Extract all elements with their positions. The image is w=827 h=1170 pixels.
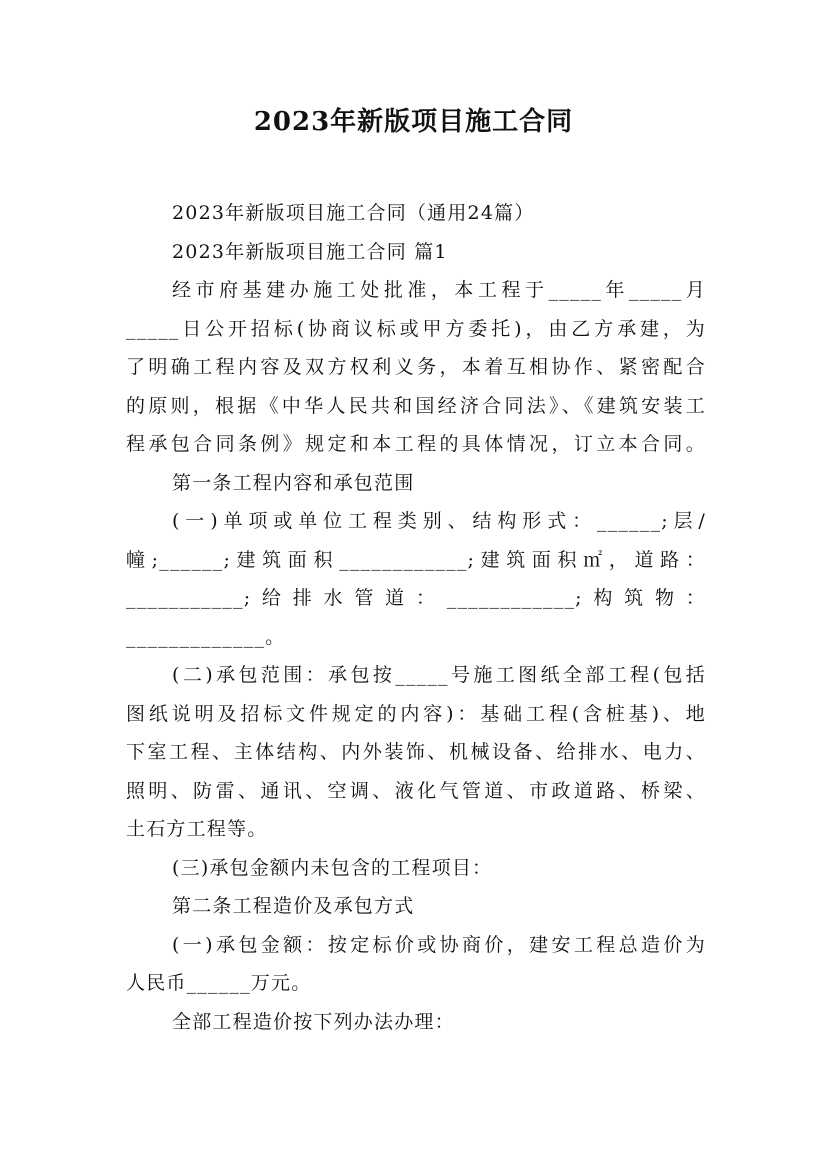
- paragraph-line: 经市府基建办施工处批准，本工程于_____年_____月: [172, 279, 706, 301]
- paragraph-line: (一)单项或单位工程类别、结构形式：______;层/: [172, 510, 706, 532]
- paragraph-line: 的原则，根据《中华人民共和国经济合同法》、《建筑安装工: [126, 394, 706, 417]
- paragraph-line: 程承包合同条例》规定和本工程的具体情况，订立本合同。: [126, 433, 706, 455]
- article-2-heading: 第二条工程造价及承包方式: [172, 895, 415, 917]
- paragraph-intro: [126, 271, 706, 464]
- paragraph-line: 图纸说明及招标文件规定的内容)：基础工程(含桩基)、地: [126, 702, 706, 725]
- paragraph-line: 幢;______;建筑面积____________;建筑面积㎡，道路：: [126, 548, 706, 571]
- document-subtitle: 2023年新版项目施工合同（通用24篇）: [172, 202, 535, 224]
- item-2-2: 全部工程造价按下列办法办理：: [172, 1010, 455, 1033]
- article-1-heading: 第一条工程内容和承包范围: [172, 471, 415, 494]
- paragraph-line: 了明确工程内容及双方权利义务，本着互相协作、紧密配合: [126, 356, 706, 378]
- item-1-3: (三)承包金额内未包含的工程项目：: [172, 856, 493, 879]
- item-1-2: [126, 656, 706, 849]
- paragraph-line: 人民币______万元。: [126, 972, 312, 994]
- paragraph-line: 下室工程、主体结构、内外装饰、机械设备、给排水、电力、: [126, 741, 706, 763]
- paragraph-line: _____日公开招标(协商议标或甲方委托)，由乙方承建，为: [126, 317, 706, 340]
- paragraph-line: _____________。: [126, 625, 286, 648]
- paragraph-line: ___________;给排水管道：____________;构筑物：: [126, 587, 706, 609]
- item-1-1: [126, 502, 706, 656]
- paragraph-line: (二)承包范围：承包按_____号施工图纸全部工程(包括: [172, 664, 706, 686]
- document-title: 2023年新版项目施工合同: [253, 107, 574, 137]
- section-heading: 2023年新版项目施工合同 篇1: [172, 240, 448, 263]
- paragraph-line: (一)承包金额：按定标价或协商价，建安工程总造价为: [172, 933, 706, 956]
- item-2-1: [126, 926, 706, 1003]
- paragraph-line: 照明、防雷、通讯、空调、液化气管道、市政道路、桥梁、: [126, 779, 706, 802]
- paragraph-line: 土石方工程等。: [126, 818, 268, 840]
- document-body: [126, 194, 706, 1041]
